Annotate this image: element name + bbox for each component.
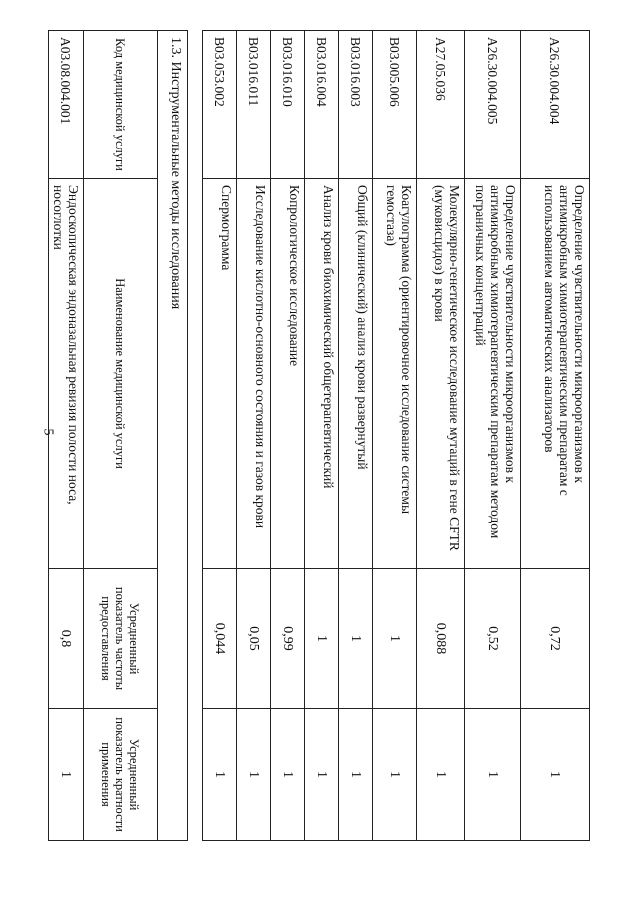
service-name: Исследование кислотно-основного состояния и газов крови [237,179,271,569]
rotated-content [30,30,590,840]
header-frequency: Усредненный показатель частоты предоставления [84,569,158,709]
frequency-value: 0,72 [521,569,590,709]
table-row [203,31,237,841]
header-name: Наименование медицинской услуги [84,179,158,569]
frequency-value: 1 [373,569,417,709]
multiplicity-value: 1 [271,709,305,841]
header-row [84,31,158,841]
multiplicity-value: 1 [417,709,465,841]
multiplicity-value: 1 [521,709,590,841]
table-row [237,31,271,841]
table-row [373,31,417,841]
table-row [521,31,590,841]
frequency-value: 0,99 [271,569,305,709]
multiplicity-value: 1 [339,709,373,841]
frequency-value: 1 [305,569,339,709]
service-code: A26.30.004.005 [465,31,521,179]
table-row [417,31,465,841]
service-name: Анализ крови биохимический общетерапевтический [305,179,339,569]
table-row [49,31,84,841]
frequency-value: 0,52 [465,569,521,709]
service-name: Спермограмма [203,179,237,569]
service-code: B03.016.004 [305,31,339,179]
section-row [158,31,188,841]
multiplicity-value: 1 [237,709,271,841]
service-code: B03.016.003 [339,31,373,179]
header-multiplicity: Усредненный показатель кратности применения [84,709,158,841]
service-name: Общий (клинический) анализ крови развернутый [339,179,373,569]
table-row [271,31,305,841]
frequency-value: 1 [339,569,373,709]
multiplicity-value: 1 [305,709,339,841]
service-name: Молекулярно-генетическое исследование мутаций в гене CFTR (муковисцидоз) в крови [417,179,465,569]
header-code: Код медицинской услуги [84,31,158,179]
service-code: B03.053.002 [203,31,237,179]
service-name: Коагулограмма (ориентировочное исследование системы гемостаза) [373,179,417,569]
frequency-value: 0,8 [49,569,84,709]
table-row [305,31,339,841]
instrumental-methods-table [48,30,188,841]
service-name: Определение чувствительности микроорганизмов к антимикробным химиотерапевтическим препаратам с использованием автоматических анализаторов [521,179,590,569]
service-code: B03.005.006 [373,31,417,179]
multiplicity-value: 1 [465,709,521,841]
service-code: A27.05.036 [417,31,465,179]
page-number: 5 [40,428,56,436]
service-code: B03.016.011 [237,31,271,179]
section-title: 1.3. Инструментальные методы исследования [158,31,188,841]
service-name: Определение чувствительности микроорганизмов к антимикробным химиотерапевтическим препаратам методом пограничных концентраций [465,179,521,569]
service-name: Копрологическое исследование [271,179,305,569]
frequency-value: 0,044 [203,569,237,709]
frequency-value: 0,05 [237,569,271,709]
lab-services-table [202,30,590,841]
service-code: A26.30.004.004 [521,31,590,179]
multiplicity-value: 1 [49,709,84,841]
table-row [465,31,521,841]
table-row [339,31,373,841]
frequency-value: 0,088 [417,569,465,709]
multiplicity-value: 1 [203,709,237,841]
service-code: B03.016.010 [271,31,305,179]
service-code: A03.08.004.001 [49,31,84,179]
multiplicity-value: 1 [373,709,417,841]
service-name: Эндоскопическая эндоназальная ревизия полости носа, носоглотки [49,179,84,569]
